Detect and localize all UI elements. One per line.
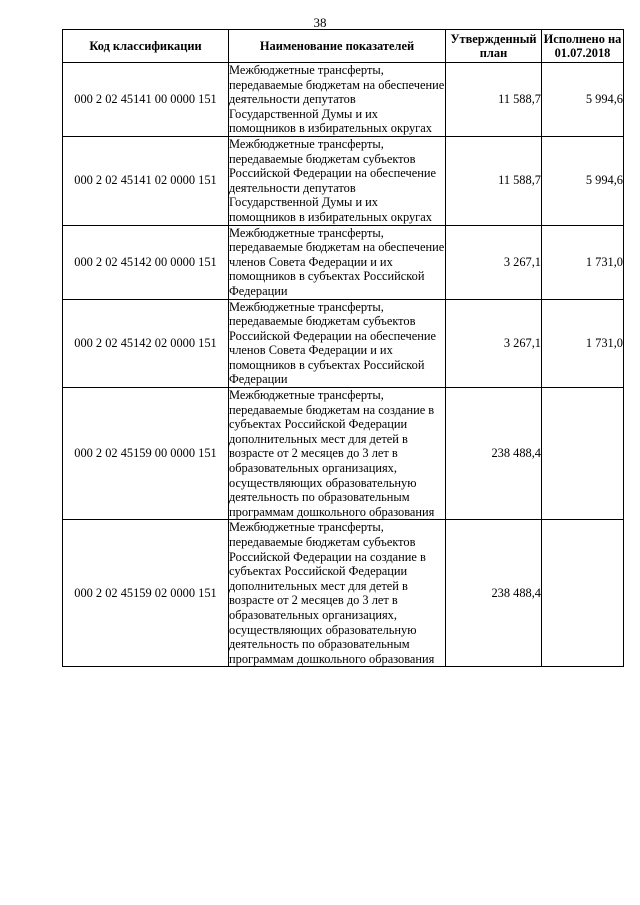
approved-plan: 11 588,7 [446,136,542,225]
classification-code: 000 2 02 45159 00 0000 151 [63,388,229,520]
header-executed: Исполнено на 01.07.2018 [542,30,624,63]
table-row [63,63,624,137]
header-code: Код классификации [63,30,229,63]
table-row [63,388,624,520]
indicator-name: Межбюджетные трансферты, передаваемые бюджетам на обеспечение деятельности депутатов Государственной Думы и их помощников в избирательных округах [229,63,445,136]
classification-code: 000 2 02 45141 00 0000 151 [63,63,229,137]
indicator-name: Межбюджетные трансферты, передаваемые бюджетам на обеспечение членов Совета Федерации и их помощников в субъектах Российской Федерации [229,225,445,298]
table-row [63,225,624,299]
executed-amount: 5 994,6 [542,136,624,225]
approved-plan: 238 488,4 [446,520,542,667]
table-row [63,299,624,388]
indicator-name: Межбюджетные трансферты, передаваемые бюджетам субъектов Российской Федерации на создание в субъектах Российской Федерации дополнительных мест для детей в возрасте от 2 месяцев до 3 лет в образовательных организациях, осуществляющих образовательную деятельность по образовательным программам дошкольного образования [229,520,446,667]
classification-code: 000 2 02 45159 02 0000 151 [63,520,229,667]
approved-plan: 11 588,7 [446,63,542,137]
budget-table [62,29,624,667]
executed-amount: 1 731,0 [542,225,624,299]
indicator-name: Межбюджетные трансферты, передаваемые бюджетам субъектов Российской Федерации на обеспечение членов Совета Федерации и их помощников в субъектах Российской Федерации [229,299,446,388]
executed-amount [542,388,624,520]
indicator-name: Межбюджетные трансферты, передаваемые бюджетам субъектов Российской Федерации на обеспечение деятельности депутатов Государственной Думы и их помощников в избирательных округах [229,136,446,225]
table-header-row [63,30,624,63]
approved-plan: 3 267,1 [446,225,542,299]
table-row [63,520,624,667]
table-row [63,136,624,225]
page-number: 38 [313,15,327,30]
classification-code: 000 2 02 45142 02 0000 151 [63,299,229,388]
executed-amount: 5 994,6 [542,63,624,137]
approved-plan: 238 488,4 [446,388,542,520]
classification-code: 000 2 02 45141 02 0000 151 [63,136,229,225]
header-plan: Утвержденный план [446,30,542,63]
approved-plan: 3 267,1 [446,299,542,388]
indicator-name: Межбюджетные трансферты, передаваемые бюджетам на создание в субъектах Российской Федерации дополнительных мест для детей в возрасте от 2 месяцев до 3 лет в образовательных организациях, осуществляющих образовательную деятельность по образовательным программам дошкольного образования [229,388,446,520]
executed-amount: 1 731,0 [542,299,624,388]
executed-amount [542,520,624,667]
header-name: Наименование показателей [229,30,446,63]
classification-code: 000 2 02 45142 00 0000 151 [63,225,229,299]
